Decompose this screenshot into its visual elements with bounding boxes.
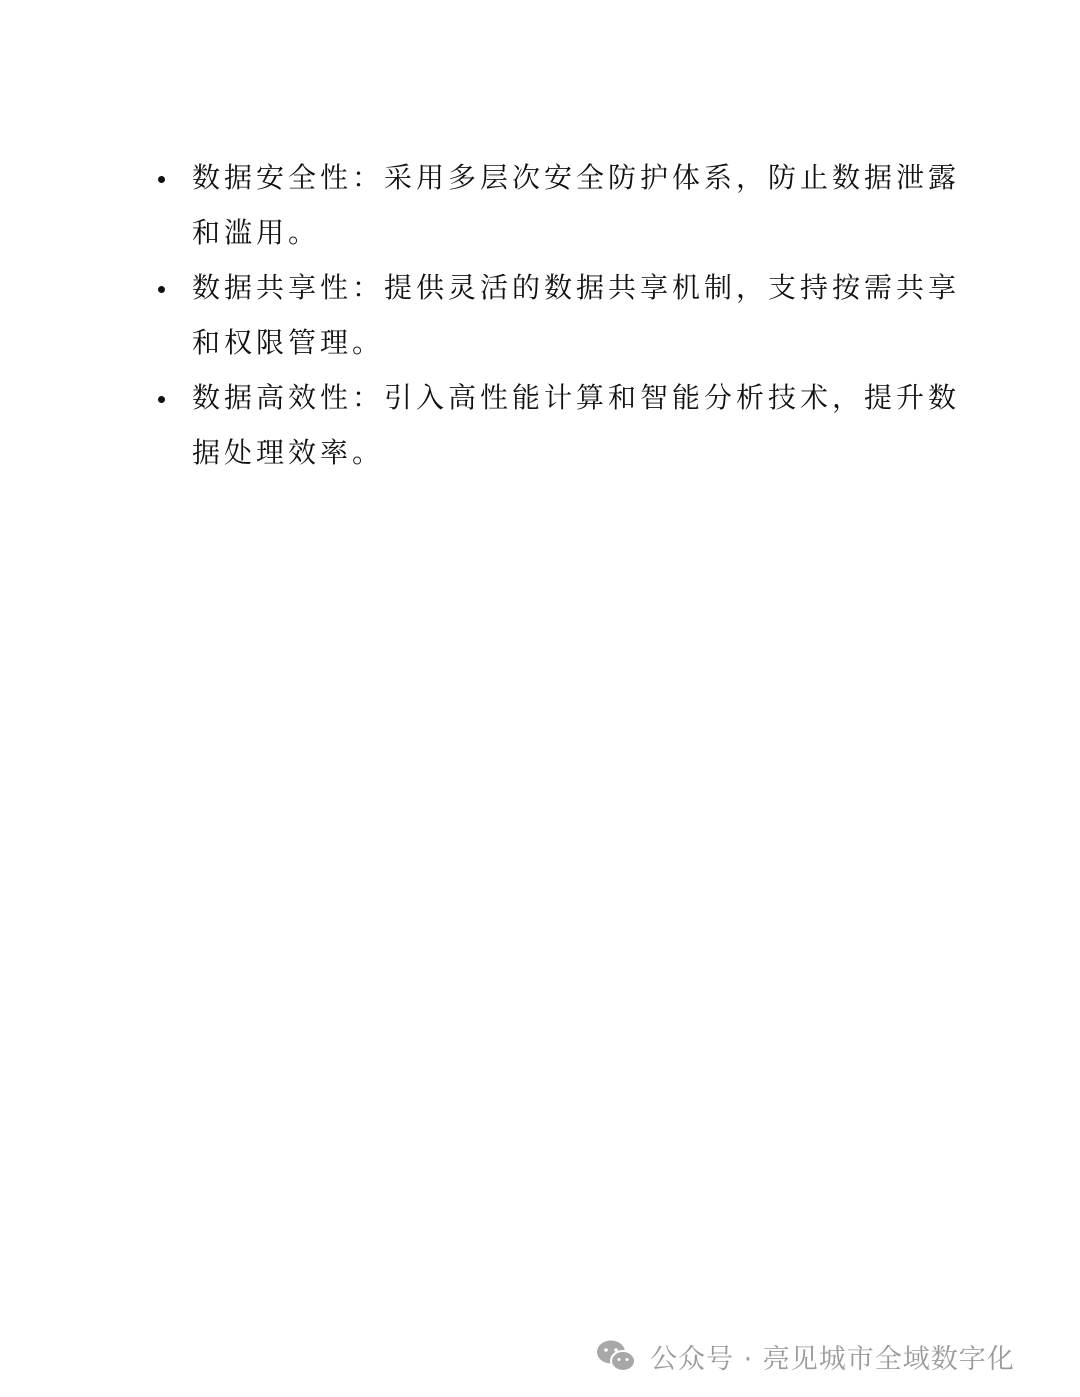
bullet-icon bbox=[158, 396, 165, 403]
list-item-text: 数据高效性：引入高性能计算和智能分析技术，提升数据处理效率。 bbox=[192, 381, 961, 469]
watermark-text: 公众号 · 亮见城市全域数字化 bbox=[650, 1343, 1015, 1375]
list-item bbox=[0, 370, 962, 480]
feature-list bbox=[0, 150, 1080, 480]
bullet-icon bbox=[158, 286, 165, 293]
list-item-text: 数据安全性：采用多层次安全防护体系，防止数据泄露和滥用。 bbox=[192, 161, 961, 249]
bullet-icon bbox=[158, 176, 165, 183]
list-item bbox=[0, 150, 962, 260]
list-item bbox=[0, 260, 962, 370]
watermark bbox=[596, 1336, 1015, 1376]
list-item-text: 数据共享性：提供灵活的数据共享机制，支持按需共享和权限管理。 bbox=[192, 271, 961, 359]
wechat-icon bbox=[596, 1339, 636, 1373]
